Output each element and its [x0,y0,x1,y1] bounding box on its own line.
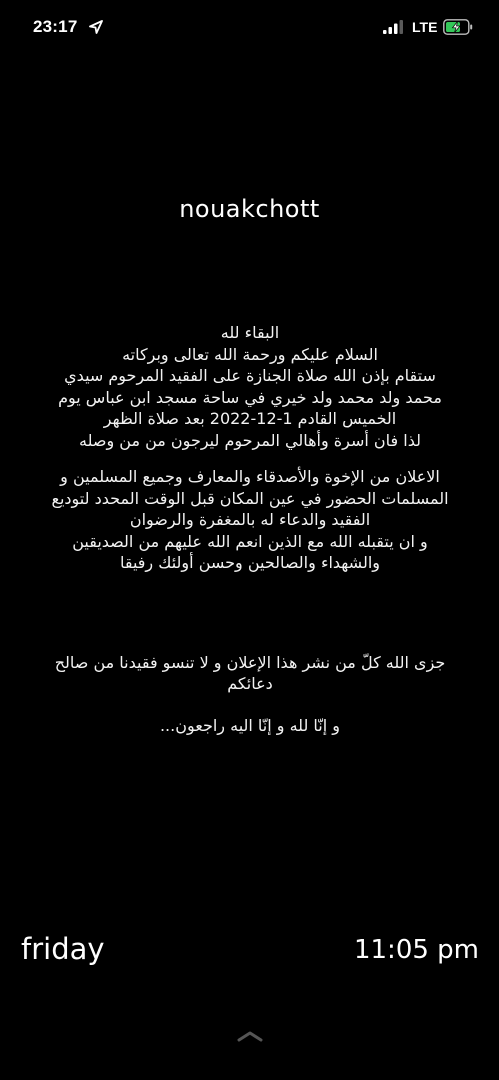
network-type: LTE [412,19,438,35]
announcement-line: لذا فان أسرة وأهالي المرحوم ليرجون من من وصله [78,430,422,450]
announcement-line: الخميس القادم 1-12-2022 بعد صلاة الظهر [103,409,397,428]
battery-charging-icon [443,19,473,35]
announcement-line: جزى الله كلّ من نشر هذا الإعلان و لا تنسو فقيدنا من صالح [54,652,446,672]
announcement-line: و ان يتقبله الله مع الذين انعم الله عليهم من الصديقين [72,531,428,551]
status-time: 23:17 [33,17,78,36]
location-arrow-icon [89,20,103,34]
announcement-line: و إنّا لله و إنّا اليه راجعون... [159,715,341,735]
announcement-line: الفقيد والدعاء له بالمغفرة والرضوان [129,510,371,529]
announcement-line: الاعلان من الإخوة والأصدقاء والمعارف وجميع المسلمين و [60,467,440,486]
chevron-up-icon[interactable] [237,1030,263,1042]
announcement-text [30,322,470,736]
location-title: nouakchott [179,195,320,223]
announcement-line: ستقام بإذن الله صلاة الجنازة على الفقيد المرحوم سيدي [64,366,436,385]
announcement-line: محمد ولد محمد ولد خيري في ساحة مسجد ابن عباس يوم [58,387,442,407]
announcement-line: دعائكم [227,674,273,693]
announcement-line: البقاء لله [220,323,280,342]
announcement-line: والشهداء والصالحين وحسن أولئك رفيقا [119,553,380,572]
announcement-line: المسلمات الحضور في عين المكان قبل الوقت المحدد لتوديع [51,488,449,508]
signal-bars-icon [383,20,405,34]
announcement-line: السلام عليكم ورحمة الله تعالى وبركاته [122,344,378,364]
status-bar [0,0,499,56]
bottom-time: 11:05 pm [353,935,479,965]
bottom-day: friday [21,932,105,966]
